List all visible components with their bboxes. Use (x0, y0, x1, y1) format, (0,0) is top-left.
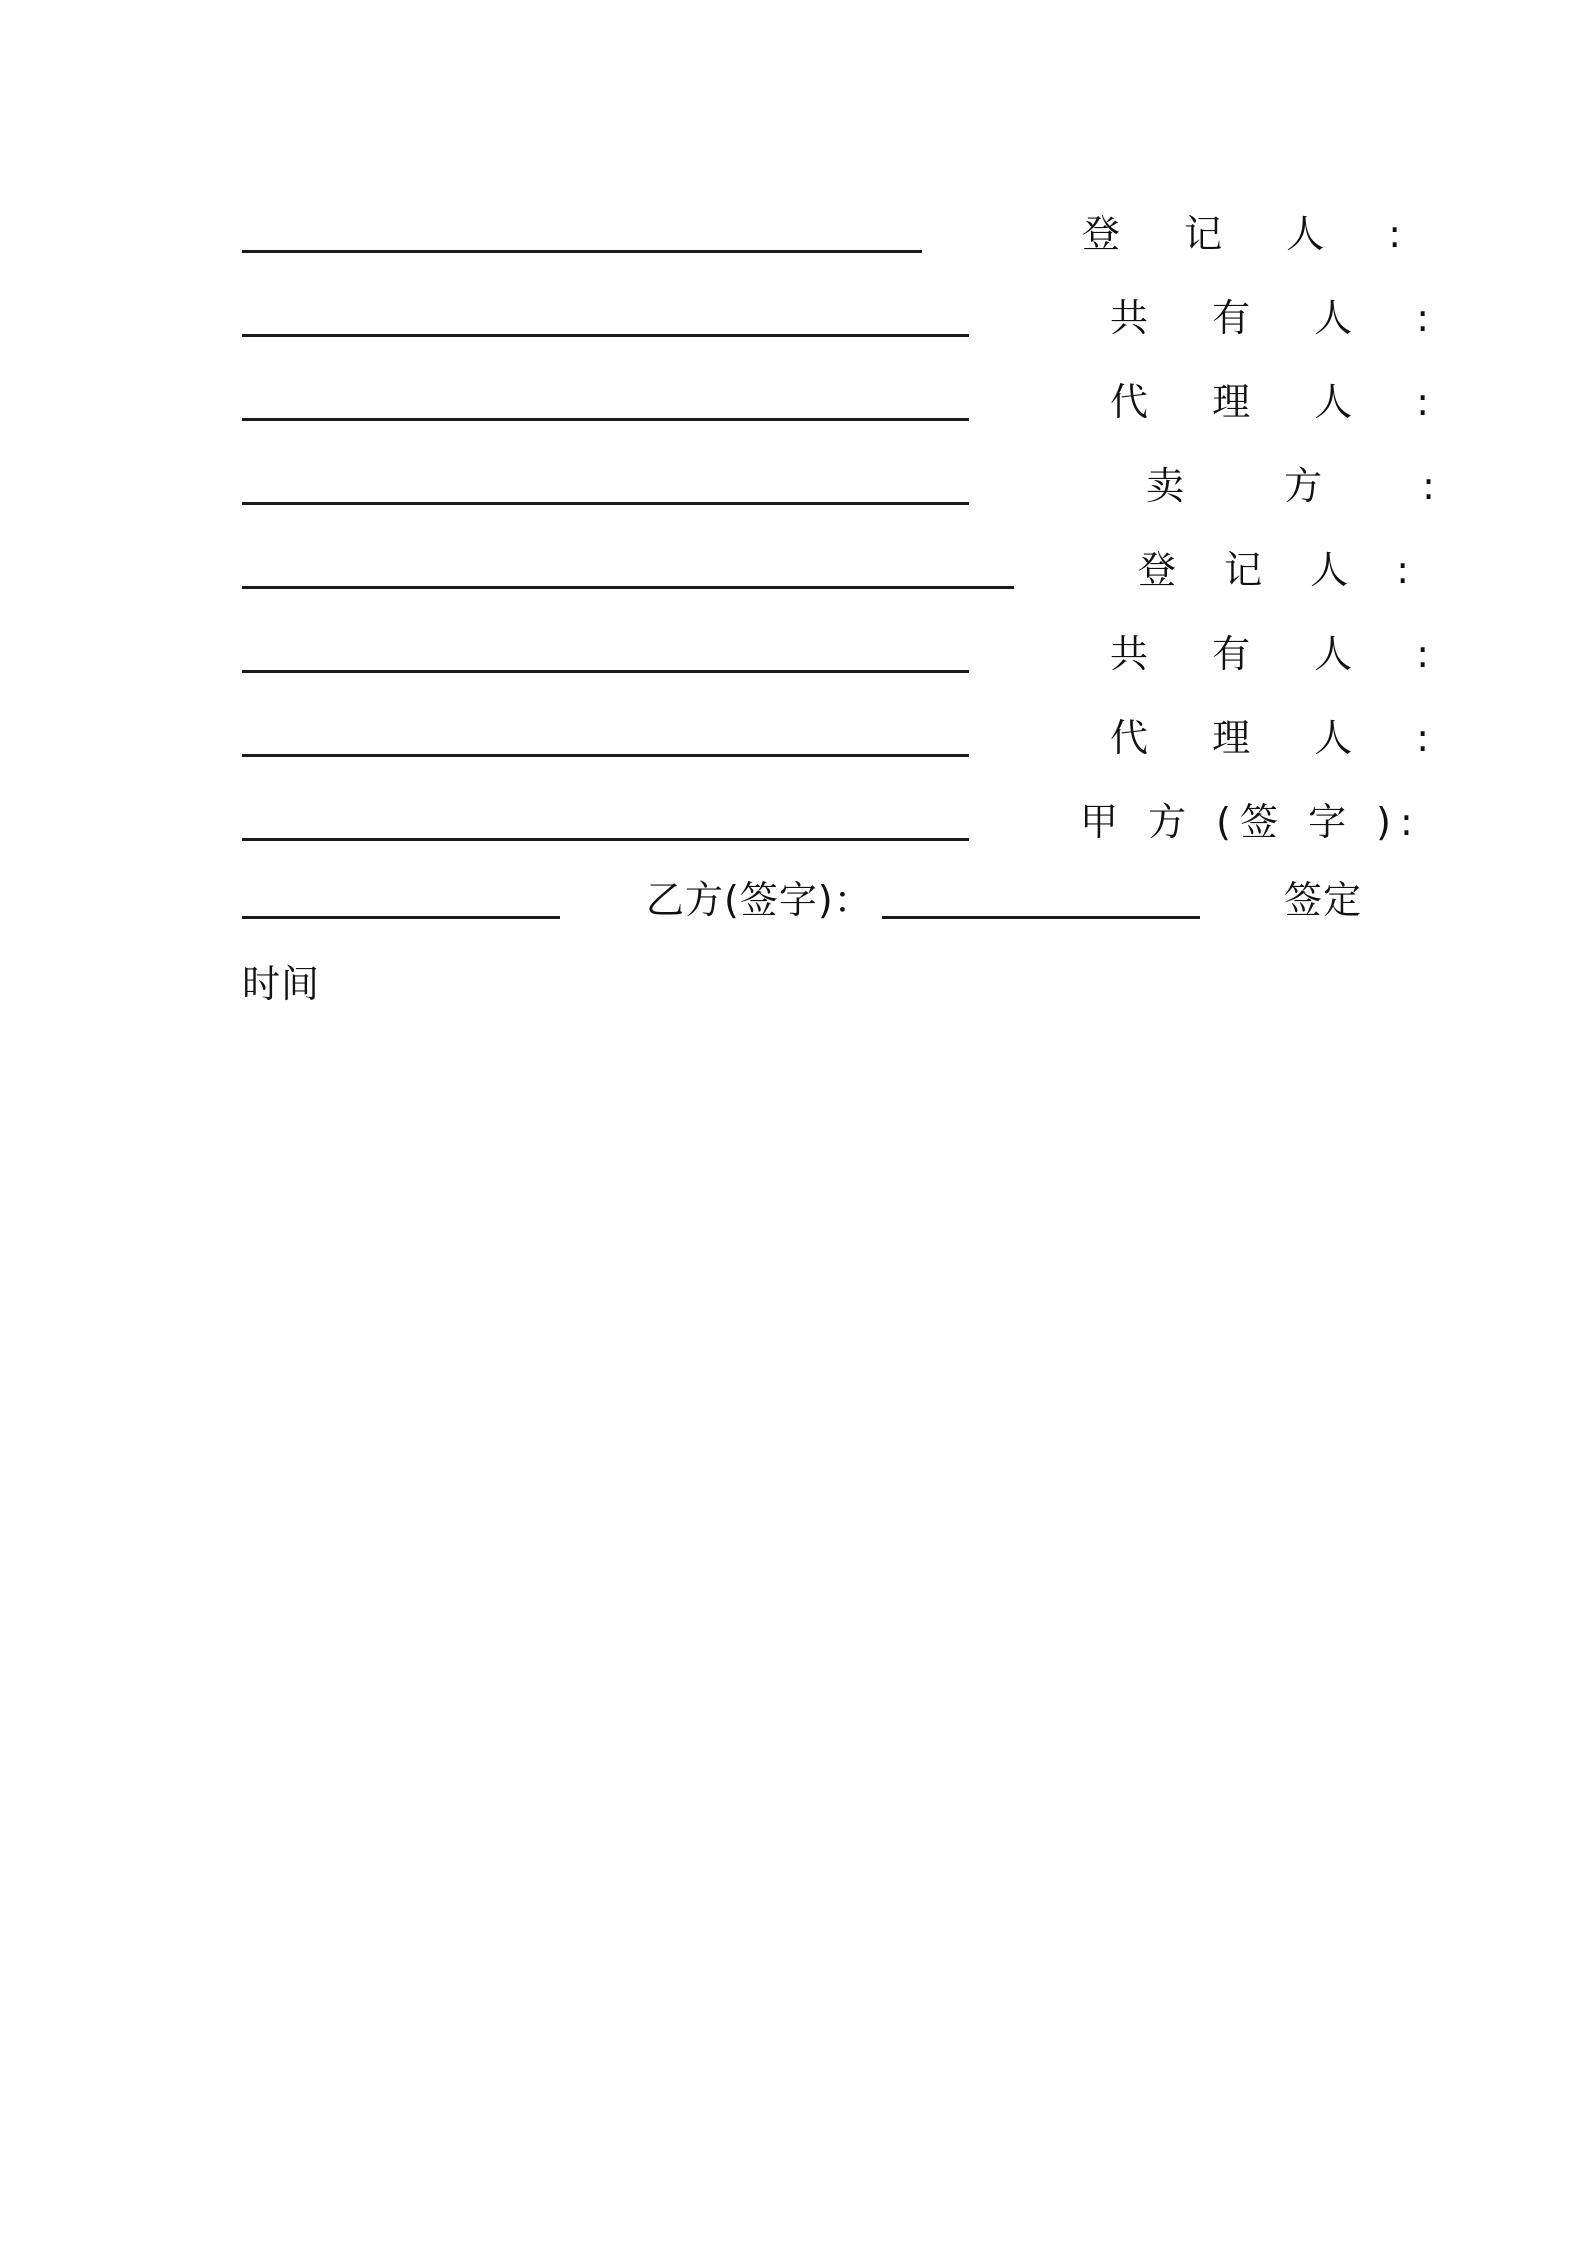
signature-blank-line-2[interactable] (242, 334, 969, 337)
signature-row-5 (242, 548, 1428, 608)
signing-label: 签定 (1284, 878, 1363, 922)
signature-row-4 (242, 464, 1479, 524)
signature-blank-line-9[interactable] (242, 916, 560, 919)
seller-label: 卖 方 : (1146, 464, 1479, 508)
signature-blank-line-4[interactable] (242, 502, 969, 505)
co-owner-label-1: 共 有 人 : (1110, 296, 1456, 340)
signature-row-7 (242, 716, 1456, 776)
signature-row-8 (242, 800, 1422, 860)
party-b-signature-label: 乙方(签字)： (646, 878, 873, 922)
signature-row-2 (242, 296, 1456, 356)
signature-blank-line-6[interactable] (242, 670, 969, 673)
registrant-label-1: 登 记 人 : (1082, 212, 1428, 256)
party-a-signature-label: 甲 方 (签 字 ): (1080, 800, 1422, 844)
signature-row-6 (242, 632, 1456, 692)
co-owner-label-2: 共 有 人 : (1110, 632, 1456, 676)
party-b-row (242, 878, 1362, 938)
time-label: 时间 (242, 962, 321, 1006)
signature-blank-line-3[interactable] (242, 418, 969, 421)
signature-row-3 (242, 380, 1456, 440)
signature-blank-line-1[interactable] (242, 250, 922, 253)
time-row (242, 962, 642, 1022)
party-b-signature-line[interactable] (882, 916, 1200, 919)
signature-blank-line-8[interactable] (242, 838, 969, 841)
signature-blank-line-7[interactable] (242, 754, 969, 757)
signature-blank-line-5[interactable] (242, 586, 1014, 589)
agent-label-1: 代 理 人 : (1110, 380, 1456, 424)
signature-row-1 (242, 212, 1428, 272)
agent-label-2: 代 理 人 : (1110, 716, 1456, 760)
registrant-label-2: 登 记 人 : (1138, 548, 1428, 592)
